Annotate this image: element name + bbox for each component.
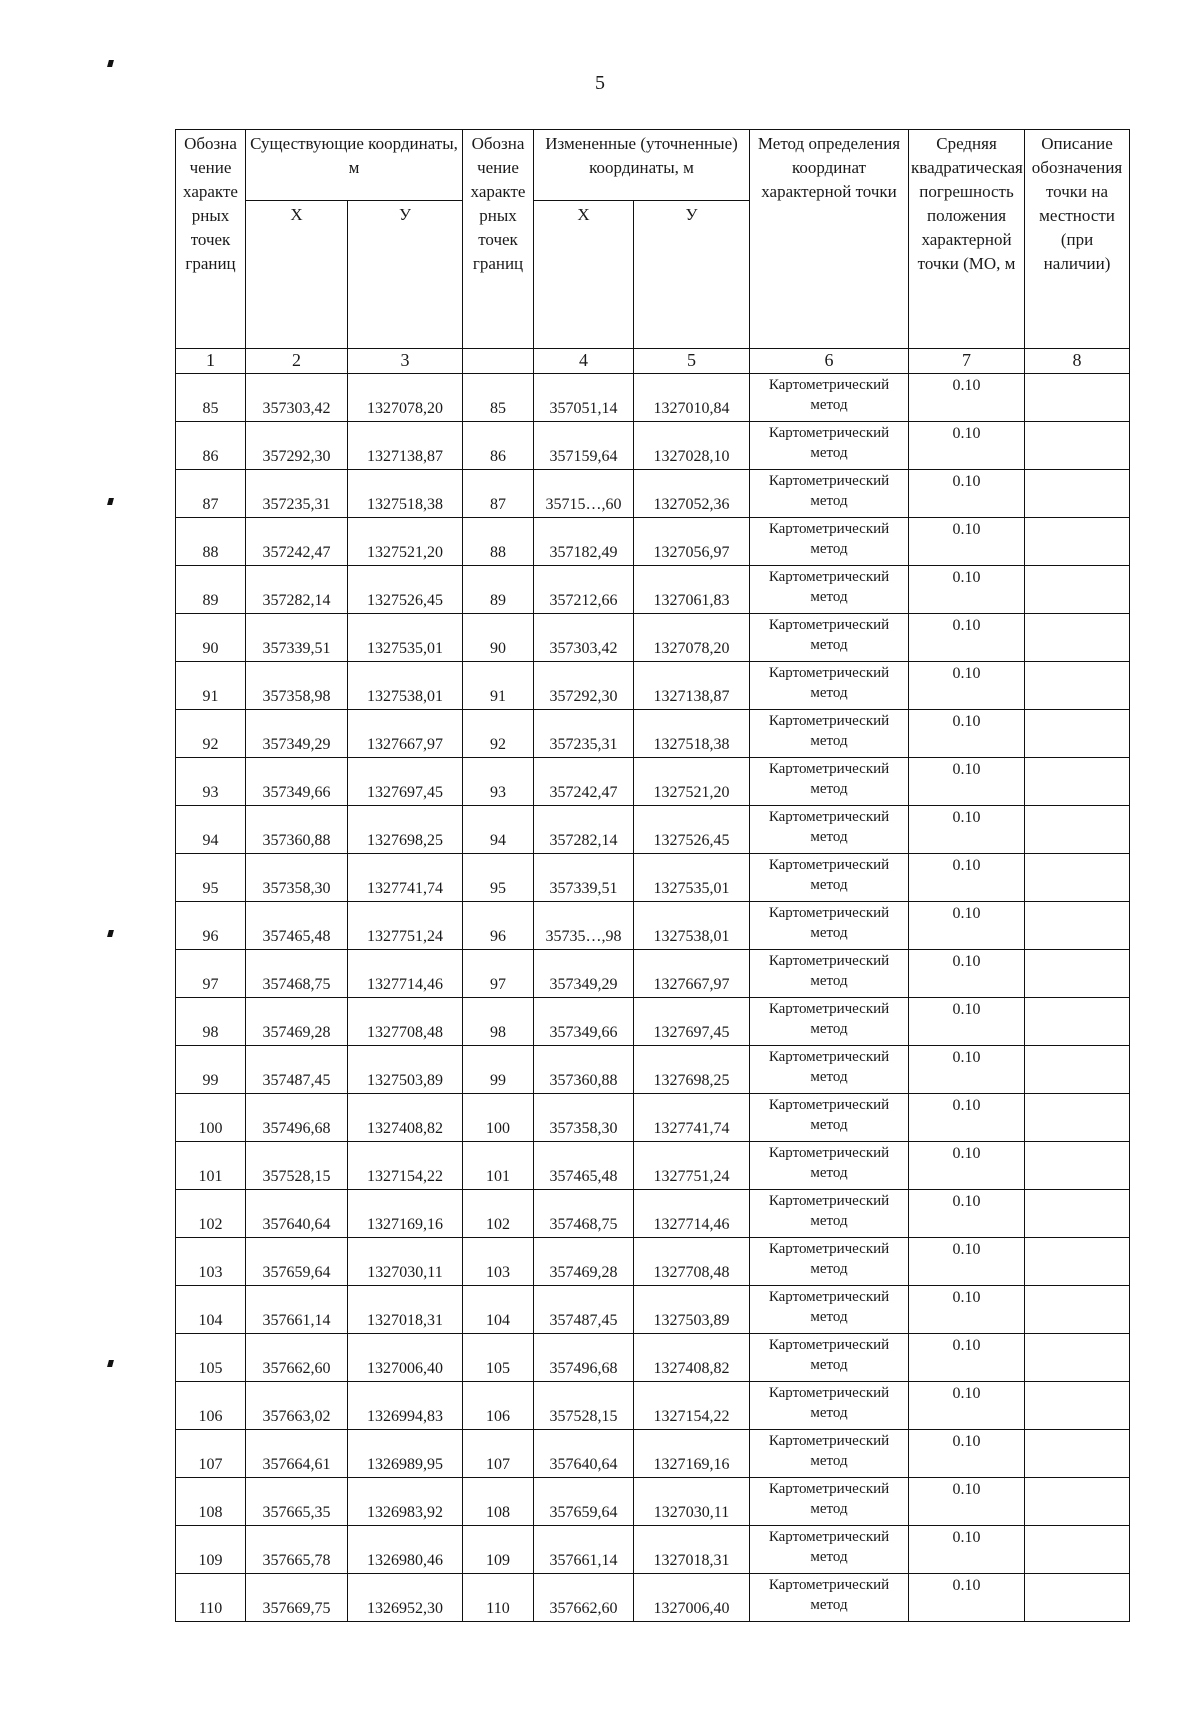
description-cell	[1025, 1430, 1130, 1478]
existing-x-cell: 357528,15	[246, 1142, 348, 1190]
table-row	[176, 1094, 1130, 1142]
description-cell	[1025, 1286, 1130, 1334]
changed-x-cell: 357292,30	[534, 662, 634, 710]
error-cell: 0.10	[909, 1142, 1025, 1190]
column-numbers-row	[176, 349, 1130, 374]
existing-y-cell: 1326952,30	[348, 1574, 463, 1622]
point-id-cell: 90	[176, 614, 246, 662]
point-id-2-cell: 109	[463, 1526, 534, 1574]
point-id-2-cell: 92	[463, 710, 534, 758]
point-id-2-cell: 102	[463, 1190, 534, 1238]
existing-x-cell: 357661,14	[246, 1286, 348, 1334]
existing-y-cell: 1327154,22	[348, 1142, 463, 1190]
header-changed-coords: Измененные (уточненные) координаты, м	[534, 130, 750, 201]
error-cell: 0.10	[909, 1478, 1025, 1526]
point-id-2-cell: 106	[463, 1382, 534, 1430]
existing-y-cell: 1327741,74	[348, 854, 463, 902]
existing-y-cell: 1327538,01	[348, 662, 463, 710]
changed-y-cell: 1327018,31	[634, 1526, 750, 1574]
point-id-cell: 98	[176, 998, 246, 1046]
existing-y-cell: 1326989,95	[348, 1430, 463, 1478]
method-cell: Картометрический метод	[750, 950, 909, 998]
existing-x-cell: 357242,47	[246, 518, 348, 566]
point-id-cell: 92	[176, 710, 246, 758]
changed-x-cell: 357659,64	[534, 1478, 634, 1526]
method-cell: Картометрический метод	[750, 710, 909, 758]
existing-y-cell: 1327697,45	[348, 758, 463, 806]
method-cell: Картометрический метод	[750, 1574, 909, 1622]
point-id-2-cell: 95	[463, 854, 534, 902]
changed-y-cell: 1327028,10	[634, 422, 750, 470]
method-cell: Картометрический метод	[750, 758, 909, 806]
page-number: 5	[595, 72, 605, 94]
method-cell: Картометрический метод	[750, 902, 909, 950]
point-id-2-cell: 101	[463, 1142, 534, 1190]
existing-x-cell: 357496,68	[246, 1094, 348, 1142]
table-row	[176, 806, 1130, 854]
description-cell	[1025, 1094, 1130, 1142]
method-cell: Картометрический метод	[750, 662, 909, 710]
method-cell: Картометрический метод	[750, 806, 909, 854]
changed-y-cell: 1327503,89	[634, 1286, 750, 1334]
point-id-2-cell: 105	[463, 1334, 534, 1382]
changed-x-cell: 357282,14	[534, 806, 634, 854]
table-row	[176, 1334, 1130, 1382]
changed-x-cell: 357339,51	[534, 854, 634, 902]
point-id-2-cell: 103	[463, 1238, 534, 1286]
existing-x-cell: 357303,42	[246, 374, 348, 422]
error-cell: 0.10	[909, 854, 1025, 902]
existing-x-cell: 357662,60	[246, 1334, 348, 1382]
error-cell: 0.10	[909, 1574, 1025, 1622]
point-id-cell: 101	[176, 1142, 246, 1190]
error-cell: 0.10	[909, 1334, 1025, 1382]
existing-y-cell: 1327667,97	[348, 710, 463, 758]
changed-x-cell: 357358,30	[534, 1094, 634, 1142]
point-id-cell: 91	[176, 662, 246, 710]
column-number: 2	[246, 349, 348, 374]
table-row	[176, 566, 1130, 614]
existing-y-cell: 1327030,11	[348, 1238, 463, 1286]
error-cell: 0.10	[909, 902, 1025, 950]
changed-x-cell: 357242,47	[534, 758, 634, 806]
error-cell: 0.10	[909, 614, 1025, 662]
point-id-cell: 89	[176, 566, 246, 614]
existing-x-cell: 357664,61	[246, 1430, 348, 1478]
description-cell	[1025, 1526, 1130, 1574]
point-id-cell: 104	[176, 1286, 246, 1334]
existing-y-cell: 1327408,82	[348, 1094, 463, 1142]
error-cell: 0.10	[909, 566, 1025, 614]
changed-x-cell: 357662,60	[534, 1574, 634, 1622]
point-id-cell: 96	[176, 902, 246, 950]
existing-y-cell: 1327018,31	[348, 1286, 463, 1334]
method-cell: Картометрический метод	[750, 1238, 909, 1286]
changed-x-cell: 357496,68	[534, 1334, 634, 1382]
scan-mark	[107, 60, 114, 67]
point-id-2-cell: 108	[463, 1478, 534, 1526]
column-number: 8	[1025, 349, 1130, 374]
existing-y-cell: 1326983,92	[348, 1478, 463, 1526]
existing-x-cell: 357349,29	[246, 710, 348, 758]
changed-x-cell: 357349,66	[534, 998, 634, 1046]
error-cell: 0.10	[909, 1526, 1025, 1574]
point-id-2-cell: 93	[463, 758, 534, 806]
header-existing-y: У	[348, 201, 463, 349]
description-cell	[1025, 470, 1130, 518]
changed-y-cell: 1327006,40	[634, 1574, 750, 1622]
changed-y-cell: 1327138,87	[634, 662, 750, 710]
error-cell: 0.10	[909, 1094, 1025, 1142]
existing-y-cell: 1327169,16	[348, 1190, 463, 1238]
changed-x-cell: 35715…,60	[534, 470, 634, 518]
existing-y-cell: 1327535,01	[348, 614, 463, 662]
changed-x-cell: 357528,15	[534, 1382, 634, 1430]
point-id-cell: 108	[176, 1478, 246, 1526]
existing-x-cell: 357339,51	[246, 614, 348, 662]
coordinates-table	[175, 129, 1130, 1622]
table-row	[176, 1526, 1130, 1574]
point-id-cell: 99	[176, 1046, 246, 1094]
header-error: Средняя квадратическая погрешность положения характерной точки (МО, м	[909, 130, 1025, 349]
existing-x-cell: 357487,45	[246, 1046, 348, 1094]
description-cell	[1025, 614, 1130, 662]
description-cell	[1025, 758, 1130, 806]
table-row	[176, 1238, 1130, 1286]
point-id-cell: 103	[176, 1238, 246, 1286]
description-cell	[1025, 950, 1130, 998]
table-row	[176, 902, 1130, 950]
existing-x-cell: 357640,64	[246, 1190, 348, 1238]
point-id-2-cell: 90	[463, 614, 534, 662]
description-cell	[1025, 998, 1130, 1046]
error-cell: 0.10	[909, 806, 1025, 854]
method-cell: Картометрический метод	[750, 1526, 909, 1574]
method-cell: Картометрический метод	[750, 470, 909, 518]
point-id-cell: 100	[176, 1094, 246, 1142]
point-id-cell: 102	[176, 1190, 246, 1238]
description-cell	[1025, 422, 1130, 470]
existing-x-cell: 357659,64	[246, 1238, 348, 1286]
method-cell: Картометрический метод	[750, 1142, 909, 1190]
error-cell: 0.10	[909, 1430, 1025, 1478]
changed-y-cell: 1327667,97	[634, 950, 750, 998]
method-cell: Картометрический метод	[750, 854, 909, 902]
point-id-2-cell: 107	[463, 1430, 534, 1478]
point-id-2-cell: 87	[463, 470, 534, 518]
point-id-cell: 109	[176, 1526, 246, 1574]
point-id-2-cell: 98	[463, 998, 534, 1046]
method-cell: Картометрический метод	[750, 1478, 909, 1526]
point-id-cell: 85	[176, 374, 246, 422]
column-number: 3	[348, 349, 463, 374]
table-row	[176, 1430, 1130, 1478]
changed-x-cell: 357159,64	[534, 422, 634, 470]
point-id-cell: 97	[176, 950, 246, 998]
changed-y-cell: 1327708,48	[634, 1238, 750, 1286]
error-cell: 0.10	[909, 662, 1025, 710]
existing-y-cell: 1327698,25	[348, 806, 463, 854]
column-number: 1	[176, 349, 246, 374]
changed-x-cell: 357469,28	[534, 1238, 634, 1286]
table-row	[176, 1046, 1130, 1094]
description-cell	[1025, 1046, 1130, 1094]
point-id-2-cell: 94	[463, 806, 534, 854]
method-cell: Картометрический метод	[750, 1190, 909, 1238]
point-id-2-cell: 96	[463, 902, 534, 950]
existing-y-cell: 1327006,40	[348, 1334, 463, 1382]
point-id-2-cell: 89	[463, 566, 534, 614]
existing-x-cell: 357468,75	[246, 950, 348, 998]
table-row	[176, 374, 1130, 422]
method-cell: Картометрический метод	[750, 1094, 909, 1142]
changed-x-cell: 357487,45	[534, 1286, 634, 1334]
table-body	[176, 374, 1130, 1622]
changed-x-cell: 357051,14	[534, 374, 634, 422]
column-number	[463, 349, 534, 374]
point-id-cell: 106	[176, 1382, 246, 1430]
description-cell	[1025, 518, 1130, 566]
table-row	[176, 1382, 1130, 1430]
error-cell: 0.10	[909, 1046, 1025, 1094]
error-cell: 0.10	[909, 758, 1025, 806]
existing-y-cell: 1327138,87	[348, 422, 463, 470]
header-point-id: Обозна чение характе рных точек границ	[176, 130, 246, 349]
point-id-2-cell: 85	[463, 374, 534, 422]
table-row	[176, 950, 1130, 998]
changed-x-cell: 357235,31	[534, 710, 634, 758]
changed-x-cell: 357182,49	[534, 518, 634, 566]
existing-x-cell: 357360,88	[246, 806, 348, 854]
point-id-2-cell: 100	[463, 1094, 534, 1142]
existing-x-cell: 357282,14	[246, 566, 348, 614]
existing-x-cell: 357669,75	[246, 1574, 348, 1622]
changed-y-cell: 1327052,36	[634, 470, 750, 518]
error-cell: 0.10	[909, 1286, 1025, 1334]
existing-y-cell: 1327503,89	[348, 1046, 463, 1094]
method-cell: Картометрический метод	[750, 566, 909, 614]
existing-x-cell: 357235,31	[246, 470, 348, 518]
changed-x-cell: 35735…,98	[534, 902, 634, 950]
changed-y-cell: 1327010,84	[634, 374, 750, 422]
table-row	[176, 662, 1130, 710]
table-row	[176, 614, 1130, 662]
error-cell: 0.10	[909, 374, 1025, 422]
existing-x-cell: 357665,78	[246, 1526, 348, 1574]
method-cell: Картометрический метод	[750, 374, 909, 422]
changed-y-cell: 1327154,22	[634, 1382, 750, 1430]
changed-y-cell: 1327030,11	[634, 1478, 750, 1526]
existing-x-cell: 357358,30	[246, 854, 348, 902]
existing-x-cell: 357465,48	[246, 902, 348, 950]
method-cell: Картометрический метод	[750, 1046, 909, 1094]
existing-y-cell: 1327708,48	[348, 998, 463, 1046]
header-existing-coords: Существующие координаты, м	[246, 130, 463, 201]
point-id-cell: 86	[176, 422, 246, 470]
description-cell	[1025, 1142, 1130, 1190]
changed-x-cell: 357212,66	[534, 566, 634, 614]
header-description: Описание обозначения точки на местности (при наличии)	[1025, 130, 1130, 349]
existing-x-cell: 357292,30	[246, 422, 348, 470]
table-row	[176, 1478, 1130, 1526]
description-cell	[1025, 1238, 1130, 1286]
description-cell	[1025, 854, 1130, 902]
description-cell	[1025, 566, 1130, 614]
scan-mark	[107, 498, 114, 505]
changed-y-cell: 1327698,25	[634, 1046, 750, 1094]
table-row	[176, 758, 1130, 806]
changed-x-cell: 357661,14	[534, 1526, 634, 1574]
method-cell: Картометрический метод	[750, 518, 909, 566]
point-id-2-cell: 86	[463, 422, 534, 470]
changed-y-cell: 1327751,24	[634, 1142, 750, 1190]
header-point-id-2: Обозна чение характе рных точек границ	[463, 130, 534, 349]
table-header	[176, 130, 1130, 374]
description-cell	[1025, 806, 1130, 854]
existing-y-cell: 1327714,46	[348, 950, 463, 998]
header-existing-x: Х	[246, 201, 348, 349]
point-id-2-cell: 91	[463, 662, 534, 710]
description-cell	[1025, 1190, 1130, 1238]
changed-x-cell: 357360,88	[534, 1046, 634, 1094]
existing-x-cell: 357358,98	[246, 662, 348, 710]
table-row	[176, 998, 1130, 1046]
scan-mark	[107, 930, 114, 937]
existing-y-cell: 1326980,46	[348, 1526, 463, 1574]
point-id-cell: 95	[176, 854, 246, 902]
error-cell: 0.10	[909, 1190, 1025, 1238]
table-row	[176, 1190, 1130, 1238]
point-id-2-cell: 110	[463, 1574, 534, 1622]
changed-x-cell: 357349,29	[534, 950, 634, 998]
changed-x-cell: 357303,42	[534, 614, 634, 662]
point-id-2-cell: 88	[463, 518, 534, 566]
description-cell	[1025, 1478, 1130, 1526]
error-cell: 0.10	[909, 470, 1025, 518]
method-cell: Картометрический метод	[750, 614, 909, 662]
existing-y-cell: 1327078,20	[348, 374, 463, 422]
method-cell: Картометрический метод	[750, 1334, 909, 1382]
changed-y-cell: 1327408,82	[634, 1334, 750, 1382]
table-row	[176, 518, 1130, 566]
changed-x-cell: 357465,48	[534, 1142, 634, 1190]
existing-x-cell: 357665,35	[246, 1478, 348, 1526]
header-method: Метод определения координат характерной точки	[750, 130, 909, 349]
point-id-cell: 88	[176, 518, 246, 566]
column-number: 5	[634, 349, 750, 374]
changed-y-cell: 1327518,38	[634, 710, 750, 758]
changed-y-cell: 1327169,16	[634, 1430, 750, 1478]
table-row	[176, 1286, 1130, 1334]
description-cell	[1025, 710, 1130, 758]
existing-y-cell: 1327521,20	[348, 518, 463, 566]
error-cell: 0.10	[909, 1238, 1025, 1286]
point-id-2-cell: 104	[463, 1286, 534, 1334]
existing-y-cell: 1327526,45	[348, 566, 463, 614]
table-row	[176, 1574, 1130, 1622]
point-id-cell: 87	[176, 470, 246, 518]
column-number: 7	[909, 349, 1025, 374]
existing-y-cell: 1326994,83	[348, 1382, 463, 1430]
existing-x-cell: 357349,66	[246, 758, 348, 806]
changed-x-cell: 357640,64	[534, 1430, 634, 1478]
method-cell: Картометрический метод	[750, 422, 909, 470]
description-cell	[1025, 1574, 1130, 1622]
point-id-2-cell: 99	[463, 1046, 534, 1094]
point-id-2-cell: 97	[463, 950, 534, 998]
method-cell: Картометрический метод	[750, 1430, 909, 1478]
changed-y-cell: 1327535,01	[634, 854, 750, 902]
header-changed-x: Х	[534, 201, 634, 349]
changed-y-cell: 1327741,74	[634, 1094, 750, 1142]
method-cell: Картометрический метод	[750, 1382, 909, 1430]
table-row	[176, 1142, 1130, 1190]
column-number: 6	[750, 349, 909, 374]
point-id-cell: 94	[176, 806, 246, 854]
column-number: 4	[534, 349, 634, 374]
error-cell: 0.10	[909, 950, 1025, 998]
method-cell: Картометрический метод	[750, 998, 909, 1046]
table-row	[176, 710, 1130, 758]
table-row	[176, 422, 1130, 470]
description-cell	[1025, 1334, 1130, 1382]
method-cell: Картометрический метод	[750, 1286, 909, 1334]
point-id-cell: 105	[176, 1334, 246, 1382]
error-cell: 0.10	[909, 518, 1025, 566]
description-cell	[1025, 1382, 1130, 1430]
header-changed-y: У	[634, 201, 750, 349]
table-row	[176, 854, 1130, 902]
existing-x-cell: 357663,02	[246, 1382, 348, 1430]
changed-y-cell: 1327697,45	[634, 998, 750, 1046]
existing-x-cell: 357469,28	[246, 998, 348, 1046]
changed-y-cell: 1327056,97	[634, 518, 750, 566]
error-cell: 0.10	[909, 998, 1025, 1046]
existing-y-cell: 1327751,24	[348, 902, 463, 950]
description-cell	[1025, 662, 1130, 710]
point-id-cell: 107	[176, 1430, 246, 1478]
scan-mark	[107, 1360, 114, 1367]
point-id-cell: 93	[176, 758, 246, 806]
error-cell: 0.10	[909, 1382, 1025, 1430]
table-row	[176, 470, 1130, 518]
changed-y-cell: 1327714,46	[634, 1190, 750, 1238]
changed-x-cell: 357468,75	[534, 1190, 634, 1238]
changed-y-cell: 1327078,20	[634, 614, 750, 662]
changed-y-cell: 1327538,01	[634, 902, 750, 950]
error-cell: 0.10	[909, 710, 1025, 758]
description-cell	[1025, 374, 1130, 422]
changed-y-cell: 1327061,83	[634, 566, 750, 614]
changed-y-cell: 1327521,20	[634, 758, 750, 806]
point-id-cell: 110	[176, 1574, 246, 1622]
changed-y-cell: 1327526,45	[634, 806, 750, 854]
error-cell: 0.10	[909, 422, 1025, 470]
existing-y-cell: 1327518,38	[348, 470, 463, 518]
description-cell	[1025, 902, 1130, 950]
